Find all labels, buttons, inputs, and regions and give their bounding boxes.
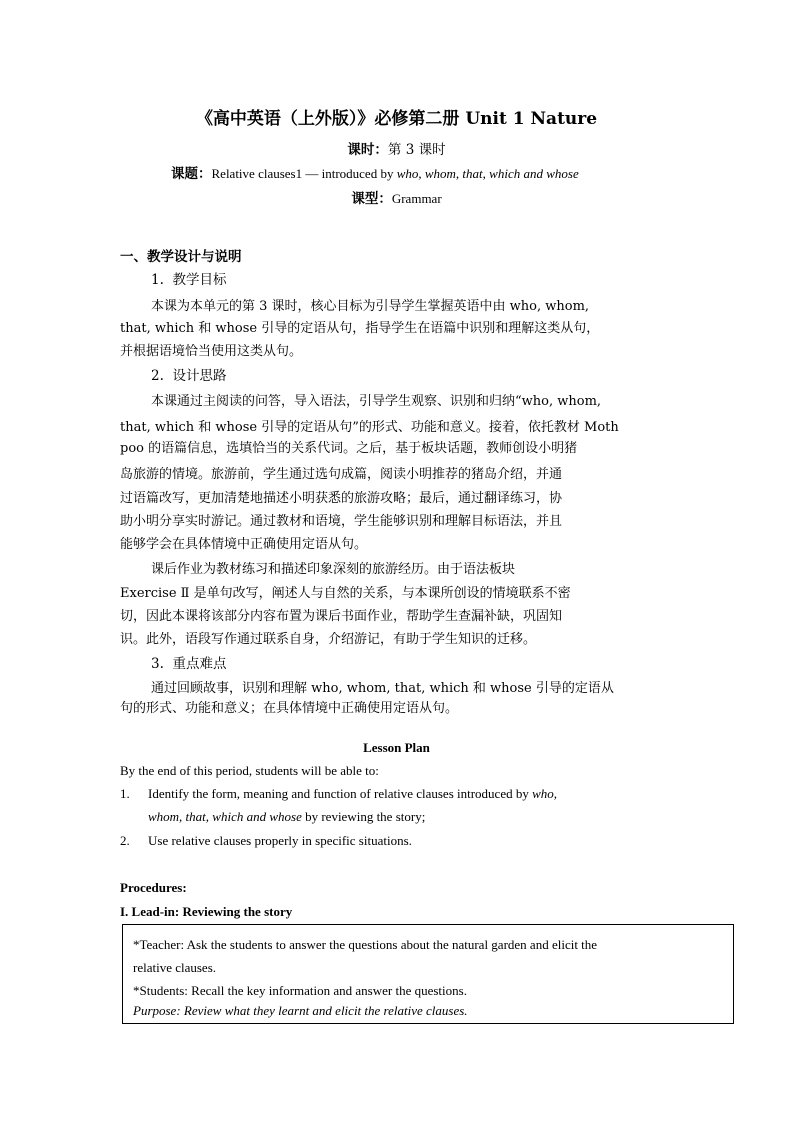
subheading-key-points — [151, 652, 226, 672]
purpose-line: Purpose: Review what they learnt and elicit the relative clauses. — [133, 1003, 468, 1018]
subheading-label: 设计思路 — [172, 368, 227, 384]
paragraph-line: that, which 和 whose 引导的定语从句，指导学生在语篇中识别和理解这类从句， — [120, 321, 600, 336]
paragraph-line: poo 的语篇信息，选填恰当的关系代词。之后，基于板块话题，教师创设小明猪 — [120, 441, 578, 456]
subheading-design — [151, 364, 226, 384]
type-line — [0, 187, 793, 207]
paragraph-line: 助小明分享实时游记。通过教材和语境，学生能够识别和理解目标语法，并且 — [120, 514, 563, 529]
topic-italic: who, whom, that, which and whose — [396, 166, 579, 181]
step-heading: I. Lead-in: Reviewing the story — [120, 904, 293, 919]
paragraph-line: 本课为本单元的第 3 课时，核心目标为引导学生掌握英语中由 who, whom, — [151, 299, 590, 314]
period-value: 第 3 课时 — [387, 142, 446, 158]
paragraph-line: 课后作业为教材练习和描述印象深刻的旅游经历。由于语法板块 — [151, 562, 516, 577]
lesson-plan-intro: By the end of this period, students will be able to: — [120, 763, 379, 778]
topic-line — [171, 162, 579, 182]
section-heading: 一、教学设计与说明 — [120, 249, 242, 265]
objective-italic: whom, that, which and whose — [148, 809, 302, 824]
paragraph-line: 通过回顾故事，识别和理解 who, whom, that, which 和 whose 引导的定语从 — [151, 681, 614, 696]
type-value: Grammar — [391, 191, 442, 206]
subheading-label: 重点难点 — [172, 656, 227, 672]
teacher-line: *Teacher: Ask the students to answer the questions about the natural garden and elicit the — [133, 937, 598, 952]
subheading-goals — [151, 268, 226, 288]
paragraph-line: 切，因此本课将该部分内容布置为课后书面作业，帮助学生查漏补缺，巩固知 — [120, 609, 563, 624]
objective-line — [148, 809, 425, 825]
paragraph-line: 句的形式、功能和意义；在具体情境中正确使用定语从句。 — [120, 701, 459, 716]
objective-text: Use relative clauses properly in specific situations. — [148, 833, 412, 848]
type-label: 课型： — [351, 191, 392, 207]
paragraph-line: 本课通过主阅读的问答，导入语法，引导学生观察、识别和归纳“who, whom, — [151, 394, 602, 409]
paragraph-line: Exercise Ⅱ 是单句改写，阐述人与自然的关系，与本课所创设的情境联系不密 — [120, 586, 571, 601]
students-line: *Students: Recall the key information and answer the questions. — [133, 983, 467, 998]
paragraph-line: 过语篇改写，更加清楚地描述小明获悉的旅游攻略；最后，通过翻译练习，协 — [120, 491, 563, 506]
paragraph-line: that, which 和 whose 引导的定语从句”的形式、功能和意义。接着，依托教材 Moth — [120, 420, 619, 435]
period-line — [0, 138, 793, 158]
document-title: 《高中英语（上外版）》必修第二册 Unit 1 Nature — [195, 109, 598, 129]
objective-text: by reviewing the story; — [301, 809, 426, 824]
objective-line — [148, 786, 557, 802]
teacher-line: relative clauses. — [133, 960, 217, 975]
subheading-number: 1. — [151, 272, 164, 288]
period-label: 课时： — [347, 142, 388, 158]
paragraph-line: 岛旅游的情境。旅游前，学生通过选句成篇，阅读小明推荐的猪岛介绍，并通 — [120, 467, 563, 482]
topic-label: 课题： — [171, 166, 212, 182]
objective-number: 1. — [120, 786, 130, 801]
paragraph-line: 并根据语境恰当使用这类从句。 — [120, 344, 303, 359]
procedures-heading: Procedures: — [120, 880, 187, 895]
topic-prefix: Relative clauses1 — introduced by — [211, 166, 397, 181]
paragraph-line: 识。此外，语段写作通过联系自身，介绍游记，有助于学生知识的迁移。 — [120, 632, 537, 647]
objective-italic: who, — [532, 786, 558, 801]
lesson-plan-heading: Lesson Plan — [363, 740, 430, 755]
objective-number: 2. — [120, 833, 130, 848]
procedure-box — [122, 924, 734, 1024]
objective-text: Identify the form, meaning and function of relative clauses introduced by — [148, 786, 533, 801]
subheading-label: 教学目标 — [172, 272, 227, 288]
subheading-number: 3. — [151, 656, 164, 672]
paragraph-line: 能够学会在具体情境中正确使用定语从句。 — [120, 537, 368, 552]
subheading-number: 2. — [151, 368, 164, 384]
